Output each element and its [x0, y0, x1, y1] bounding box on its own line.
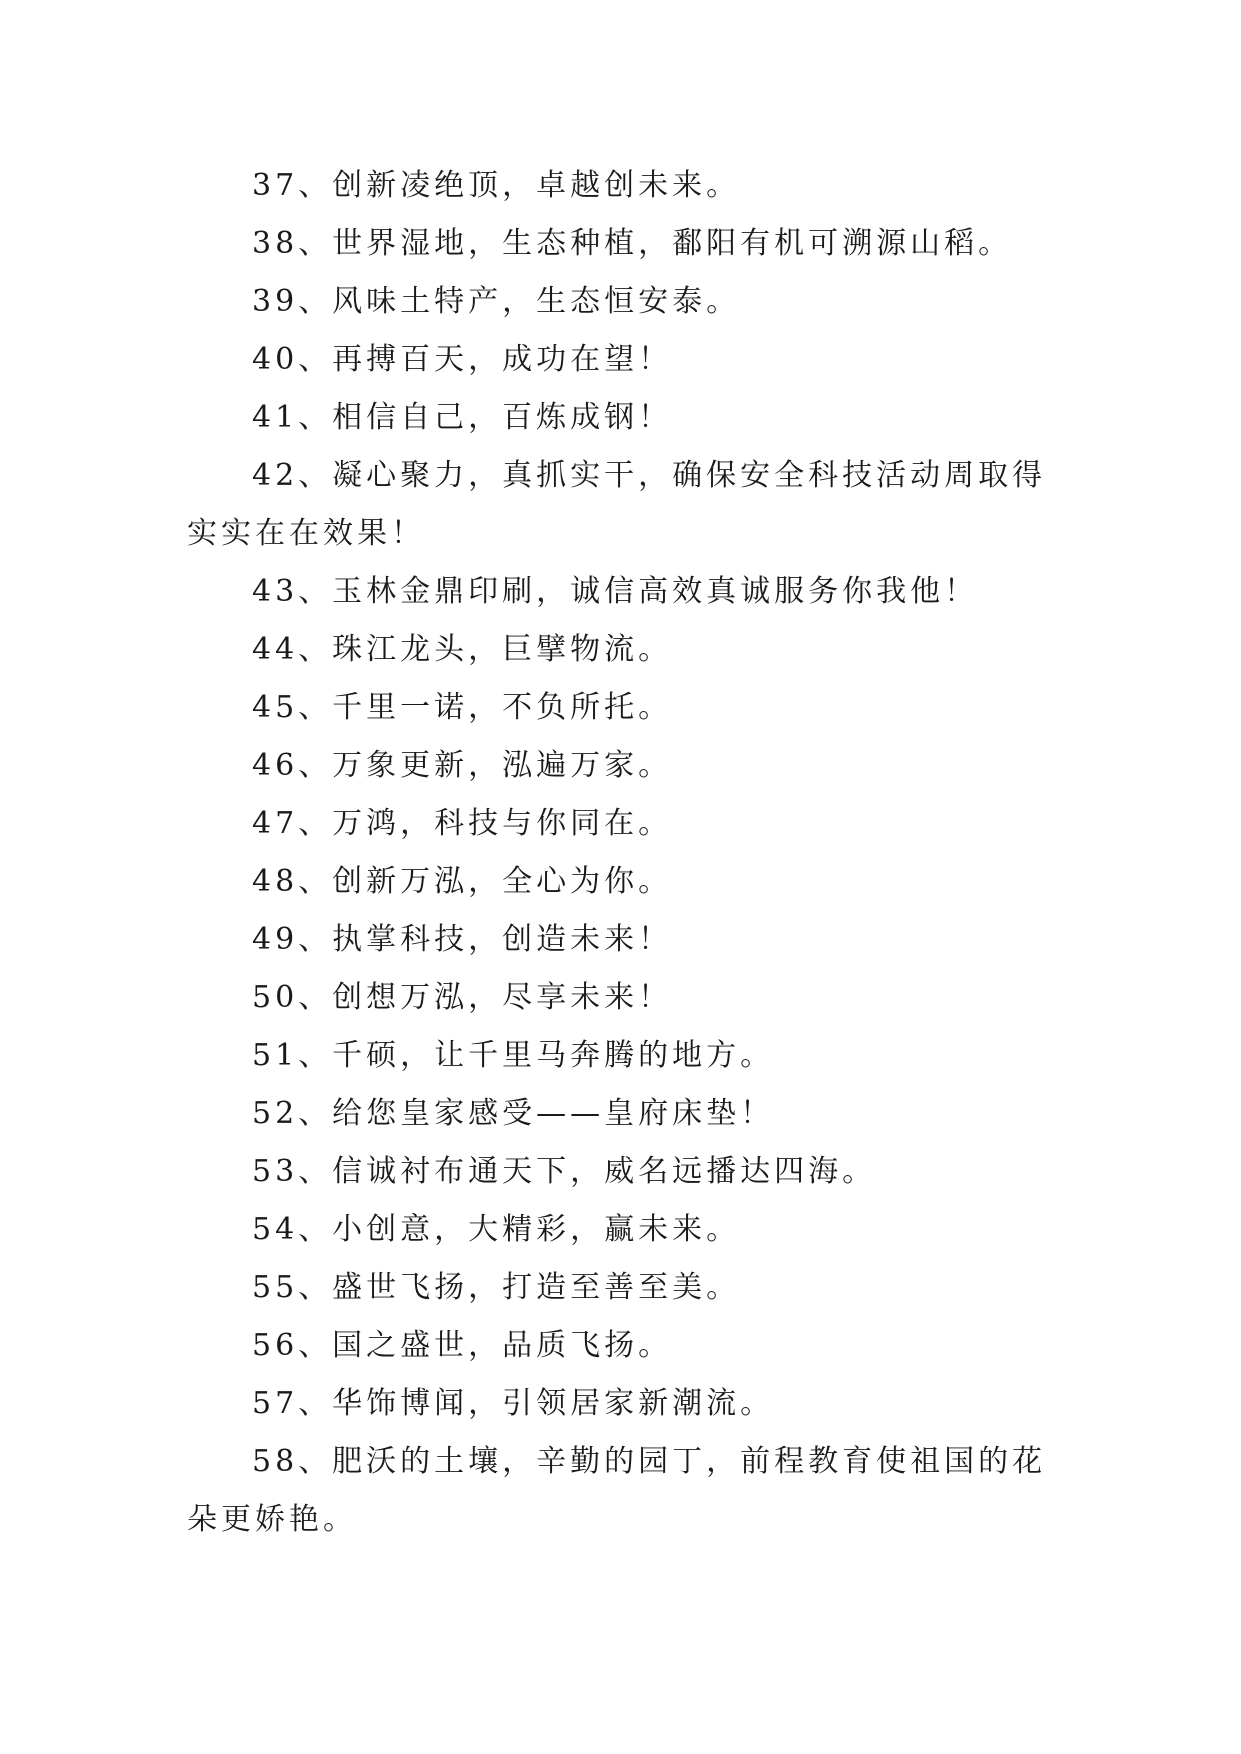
paragraph-45: 45、千里一诺，不负所托。 — [252, 690, 673, 725]
paragraph-53: 53、信诚衬布通天下，威名远播达四海。 — [252, 1154, 877, 1189]
paragraph-55: 55、盛世飞扬，打造至善至美。 — [252, 1270, 741, 1305]
document-body — [187, 157, 1057, 1549]
paragraph-47: 47、万鸿，科技与你同在。 — [252, 806, 673, 841]
paragraph-50: 50、创想万泓，尽享未来！ — [252, 980, 673, 1015]
paragraph-58: 58、肥沃的土壤，辛勤的园丁，前程教育使祖国的花朵更娇艳。 — [187, 1444, 1047, 1537]
paragraph-37: 37、创新凌绝顶，卓越创未来。 — [252, 168, 741, 203]
paragraph-51: 51、千硕，让千里马奔腾的地方。 — [252, 1038, 775, 1073]
paragraph-44: 44、珠江龙头，巨擘物流。 — [252, 632, 673, 667]
paragraph-56: 56、国之盛世，品质飞扬。 — [252, 1328, 673, 1363]
paragraph-42: 42、凝心聚力，真抓实干，确保安全科技活动周取得实实在在效果！ — [187, 458, 1047, 551]
paragraph-39: 39、风味土特产，生态恒安泰。 — [252, 284, 741, 319]
paragraph-41: 41、相信自己，百炼成钢！ — [252, 400, 673, 435]
paragraph-52: 52、给您皇家感受——皇府床垫！ — [252, 1096, 775, 1131]
paragraph-49: 49、执掌科技，创造未来！ — [252, 922, 673, 957]
paragraph-40: 40、再搏百天，成功在望！ — [252, 342, 673, 377]
paragraph-54: 54、小创意，大精彩，赢未来。 — [252, 1212, 741, 1247]
paragraph-43: 43、玉林金鼎印刷，诚信高效真诚服务你我他！ — [252, 574, 979, 609]
paragraph-57: 57、华饰博闻，引领居家新潮流。 — [252, 1386, 775, 1421]
paragraph-48: 48、创新万泓，全心为你。 — [252, 864, 673, 899]
paragraph-46: 46、万象更新，泓遍万家。 — [252, 748, 673, 783]
paragraph-38: 38、世界湿地，生态种植，鄱阳有机可溯源山稻。 — [252, 226, 1013, 261]
